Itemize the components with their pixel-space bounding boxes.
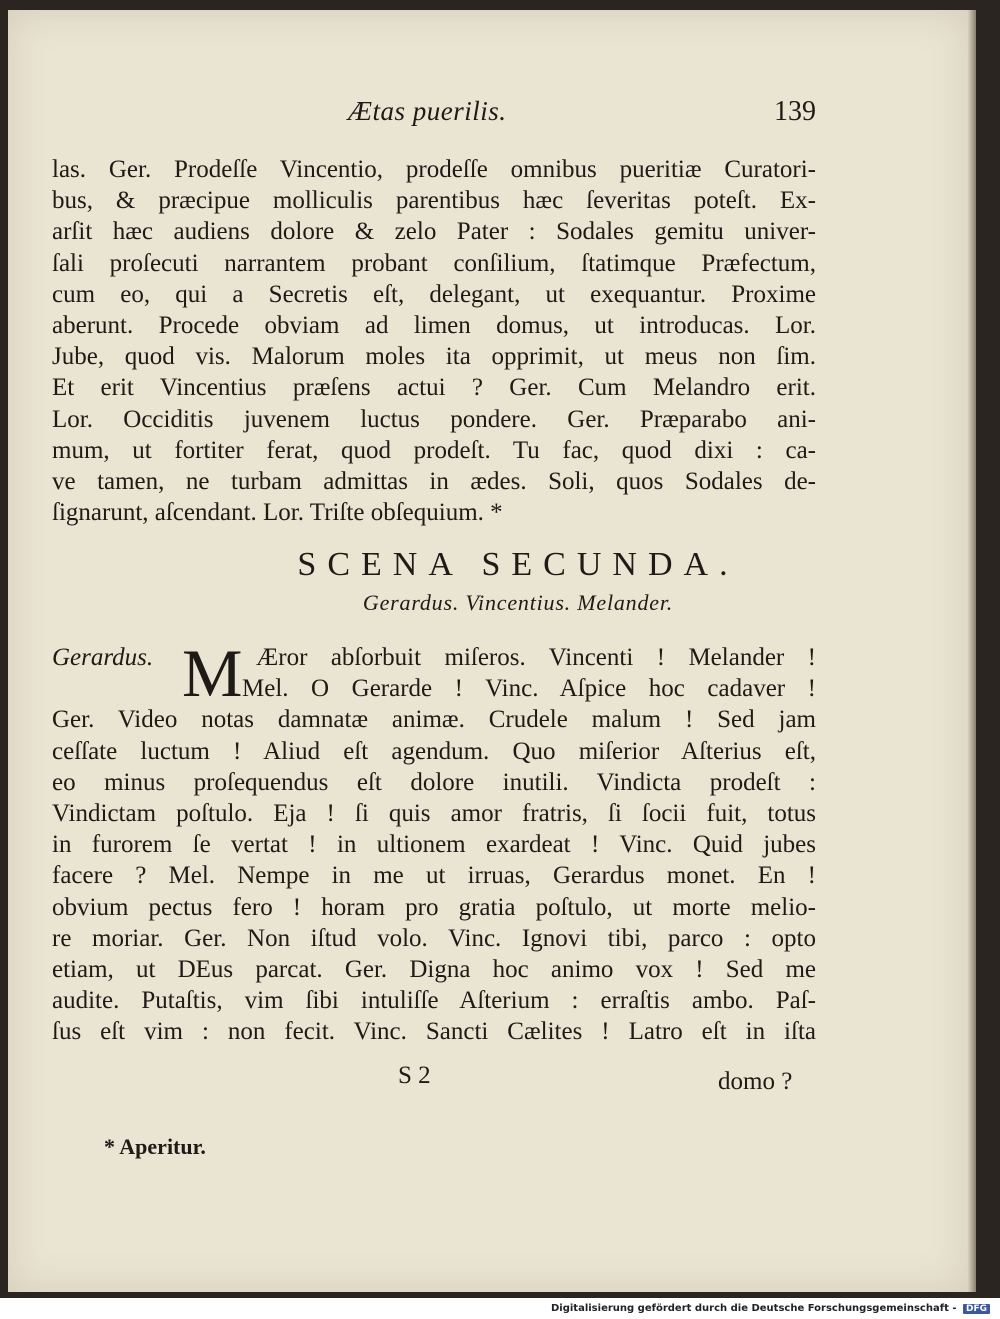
running-head-title: Ætas puerilis.	[348, 96, 507, 126]
page-edge	[968, 10, 976, 1292]
scene-title: SCENA SECUNDA.	[297, 546, 739, 583]
scene-opening	[52, 635, 816, 711]
text-line: re moriar. Ger. Non iſtud volo. Vinc. Ignovi tibi, parco : opto	[52, 924, 816, 952]
text-line: ſus eſt vim : non fecit. Vinc. Sancti Cælites ! Latro eſt in iſta	[52, 1018, 816, 1046]
page-number: 139	[774, 96, 816, 127]
text-line	[52, 642, 816, 673]
text-line: mum, ut fortiter ferat, quod prodeſt. Tu fac, quod dixi : ca-	[52, 436, 816, 464]
text-line: ve tamen, ne turbam admittas in ædes. Soli, quos Sodales de-	[52, 468, 816, 496]
text-line: aberunt. Procede obviam ad limen domus, ut introducas. Lor.	[52, 312, 816, 340]
text-line: cum eo, qui a Secretis eſt, delegant, ut exequantur. Proxime	[52, 280, 816, 308]
running-head	[8, 96, 968, 136]
text-line: arſit hæc audiens dolore & zelo Pater : Sodales gemitu univer-	[52, 218, 816, 246]
text-line: Jube, quod vis. Malorum moles ita opprimit, ut meus non ſim.	[52, 343, 816, 371]
text-line: obvium pectus fero ! horam pro gratia poſtulo, ut morte melio-	[52, 893, 816, 921]
text-line: ſignarunt, aſcendant. Lor. Triſte obſequium. *	[52, 499, 503, 527]
digitization-credit	[551, 1303, 990, 1314]
text-line: las. Ger. Prodeſſe Vincentio, prodeſſe omnibus pueritiæ Curatori-	[52, 156, 816, 183]
text-line: ſali proſecuti narrantem probant conſilium, ſtatimque Præfectum,	[52, 249, 816, 277]
text-line: bus, & præcipue molliculis parentibus hæc ſeveritas poteſt. Ex-	[52, 187, 816, 215]
scene-persons: Gerardus. Vincentius. Melander.	[362, 590, 674, 615]
text-line: ceſſate luctum ! Aliud eſt agendum. Quo miſerior Aſterius eſt,	[52, 737, 816, 765]
footnote: * Aperitur.	[104, 1134, 206, 1159]
credit-text: Digitalisierung gefördert durch die Deutsche Forschungsgemeinschaft -	[550, 1303, 957, 1314]
text-line: etiam, ut DEus parcat. Ger. Digna hoc animo vox ! Sed me	[52, 956, 816, 984]
text-line: facere ? Mel. Nempe in me ut irruas, Gerardus monet. En !	[52, 862, 816, 890]
text-line: Lor. Occiditis juvenem luctus pondere. Ger. Præparabo ani-	[52, 405, 816, 433]
text-line: in furorem ſe vertat ! in ultionem exardeat ! Vinc. Quid jubes	[52, 831, 816, 859]
text-line: audite. Putaſtis, vim ſibi intuliſſe Aſterium : erraſtis ambo. Paſ-	[52, 987, 816, 1015]
signature-mark: S 2	[398, 1062, 431, 1089]
opening-line-1: Æror abſorbuit miſeros. Vincenti ! Melander !	[256, 644, 816, 671]
body-text-before-scene	[52, 154, 816, 528]
text-line: eo minus proſequendus eſt dolore inutili. Vindicta prodeſt :	[52, 768, 816, 796]
body-text-after-scene	[52, 635, 816, 1048]
catchword: domo ?	[718, 1068, 793, 1095]
drop-capital: M	[182, 635, 243, 711]
book-page	[8, 10, 968, 1292]
text-line: Ger. Video notas damnatæ animæ. Crudele malum ! Sed jam	[52, 706, 816, 734]
text-line: Vindictam poſtulo. Eja ! ſi quis amor fratris, ſi ſocii fuit, totus	[52, 800, 816, 828]
opening-line-2: Mel. O Gerarde ! Vinc. Aſpice hoc cadaver !	[242, 675, 816, 703]
speaker-name: Gerardus.	[52, 644, 154, 671]
dfg-logo: DFG	[963, 1304, 990, 1314]
text-line: Et erit Vincentius præſens actui ? Ger. Cum Melandro erit.	[52, 374, 816, 402]
